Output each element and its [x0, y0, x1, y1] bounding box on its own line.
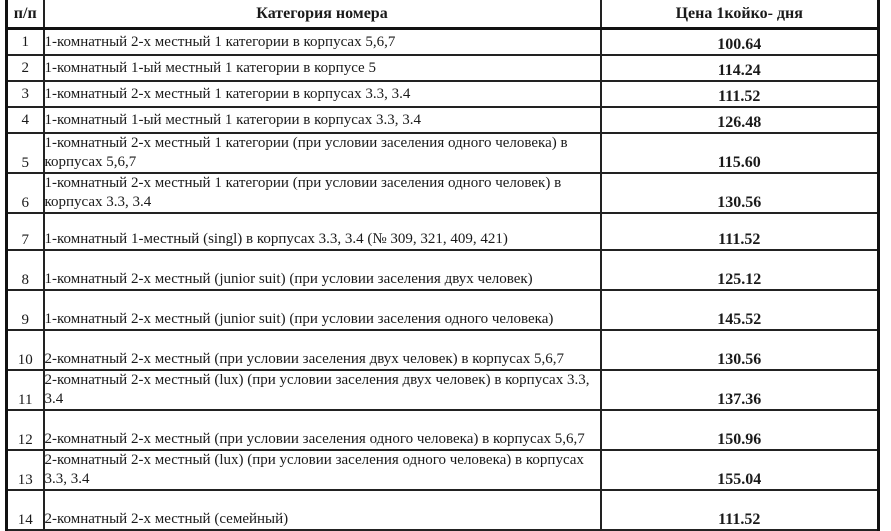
row-number: 7	[7, 213, 44, 250]
row-number: 2	[7, 55, 44, 81]
row-number: 14	[7, 490, 44, 530]
row-number: 4	[7, 107, 44, 133]
room-category: 1-комнатный 2-х местный (junior suit) (при условии заселения одного человека)	[44, 290, 601, 330]
room-category: 1-комнатный 2-х местный 1 категории в корпусах 3.3, 3.4	[44, 81, 601, 107]
price-value: 155.04	[601, 450, 879, 490]
header-room-category: Категория номера	[44, 0, 601, 29]
price-value: 137.36	[601, 370, 879, 410]
room-category: 2-комнатный 2-х местный (семейный)	[44, 490, 601, 530]
price-value: 114.24	[601, 55, 879, 81]
room-category: 2-комнатный 2-х местный (при условии заселения одного человека) в корпусах 5,6,7	[44, 410, 601, 450]
room-category: 1-комнатный 2-х местный 1 категории (при условии заселения одного человека) в корпусах 5,6,7	[44, 133, 601, 173]
table-row	[7, 490, 879, 530]
table-row	[7, 370, 879, 410]
room-category: 1-комнатный 1-ый местный 1 категории в корпусах 3.3, 3.4	[44, 107, 601, 133]
price-value: 130.56	[601, 173, 879, 213]
room-category: 2-комнатный 2-х местный (lux) (при условии заселения одного человека) в корпусах 3.3, 3.4	[44, 450, 601, 490]
price-value: 111.52	[601, 81, 879, 107]
price-value: 115.60	[601, 133, 879, 173]
row-number: 12	[7, 410, 44, 450]
table-row	[7, 81, 879, 107]
table-row	[7, 250, 879, 290]
price-value: 111.52	[601, 213, 879, 250]
row-number: 13	[7, 450, 44, 490]
table-row	[7, 290, 879, 330]
price-value: 125.12	[601, 250, 879, 290]
room-category: 2-комнатный 2-х местный (lux) (при условии заселения двух человек) в корпусах 3.3, 3.4	[44, 370, 601, 410]
table-header-row	[7, 0, 879, 29]
table-row	[7, 330, 879, 370]
row-number: 10	[7, 330, 44, 370]
table-row	[7, 173, 879, 213]
table-row	[7, 133, 879, 173]
table-row	[7, 410, 879, 450]
room-price-table	[5, 0, 880, 531]
row-number: 11	[7, 370, 44, 410]
row-number: 5	[7, 133, 44, 173]
header-price-per-bed-day: Цена 1койко- дня	[601, 0, 879, 29]
price-value: 145.52	[601, 290, 879, 330]
table-row	[7, 55, 879, 81]
header-row-number: п/п	[7, 0, 44, 29]
table-row	[7, 107, 879, 133]
room-category: 1-комнатный 1-ый местный 1 категории в корпусе 5	[44, 55, 601, 81]
price-value: 100.64	[601, 29, 879, 56]
price-value: 111.52	[601, 490, 879, 530]
table-row	[7, 450, 879, 490]
price-value: 130.56	[601, 330, 879, 370]
room-category: 1-комнатный 2-х местный (junior suit) (при условии заселения двух человек)	[44, 250, 601, 290]
room-category: 1-комнатный 1-местный (singl) в корпусах 3.3, 3.4 (№ 309, 321, 409, 421)	[44, 213, 601, 250]
room-category: 1-комнатный 2-х местный 1 категории (при условии заселения одного человек) в корпусах 3.3, 3.4	[44, 173, 601, 213]
row-number: 9	[7, 290, 44, 330]
room-category: 2-комнатный 2-х местный (при условии заселения двух человек) в корпусах 5,6,7	[44, 330, 601, 370]
table-row	[7, 29, 879, 56]
row-number: 1	[7, 29, 44, 56]
room-category: 1-комнатный 2-х местный 1 категории в корпусах 5,6,7	[44, 29, 601, 56]
row-number: 6	[7, 173, 44, 213]
price-value: 150.96	[601, 410, 879, 450]
table-row	[7, 213, 879, 250]
row-number: 8	[7, 250, 44, 290]
price-value: 126.48	[601, 107, 879, 133]
row-number: 3	[7, 81, 44, 107]
